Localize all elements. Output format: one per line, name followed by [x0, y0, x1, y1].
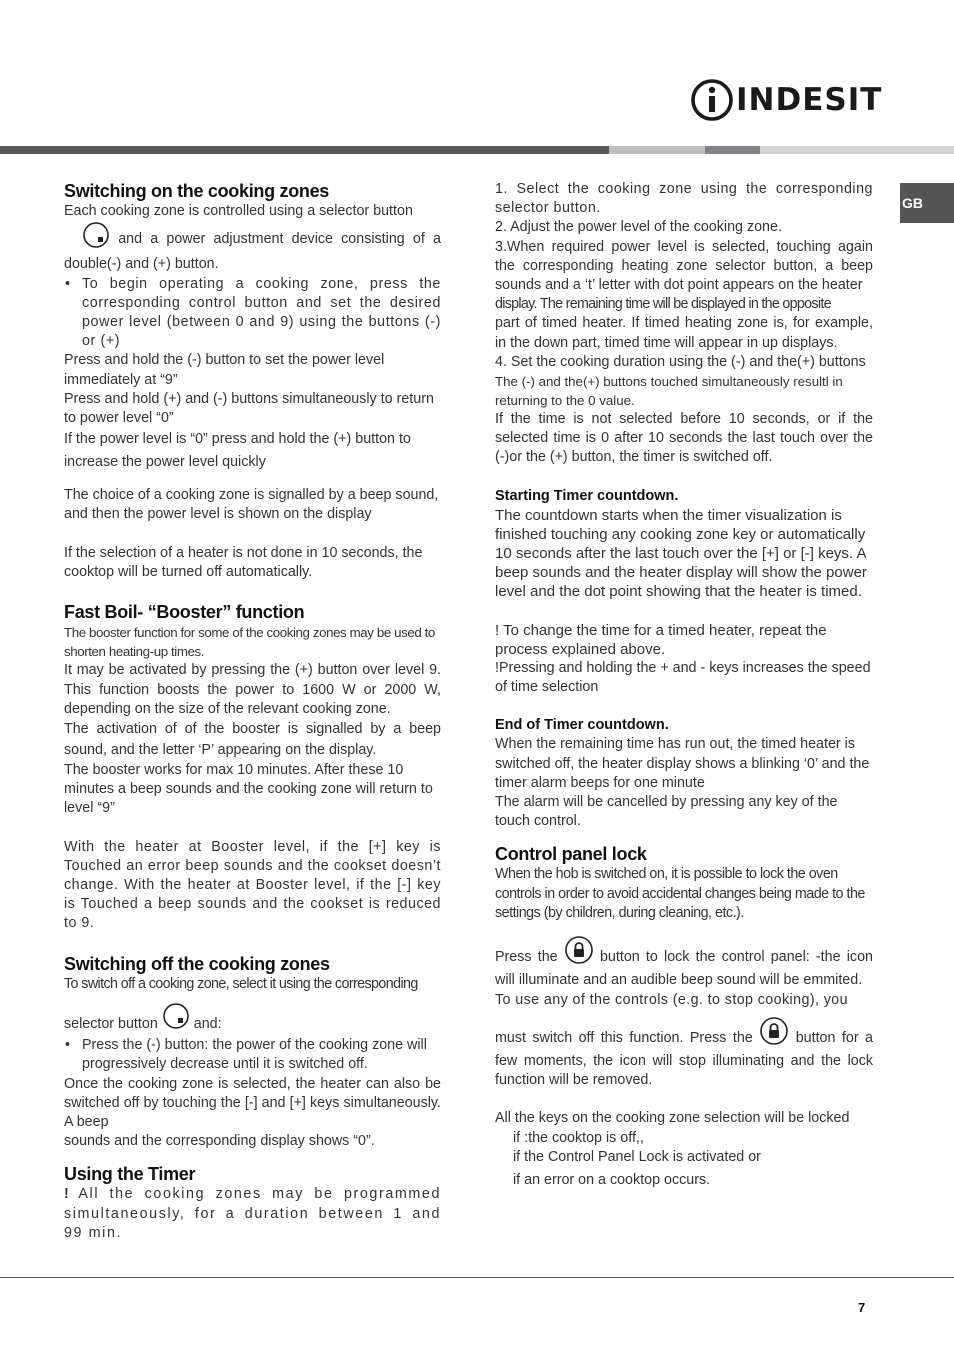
paragraph-part: selector button	[64, 1015, 158, 1032]
paragraph: Press and hold the (-) button to set the power level immediately at “9”	[64, 352, 385, 388]
intro-text-a: Each cooking zone is controlled using a selector button	[64, 203, 413, 219]
lock-icon	[564, 935, 594, 971]
step-3-cont: display. The remaining time will be displayed in the opposite	[495, 296, 831, 313]
paragraph: It may be activated by pressing the (+) button over level 9. This function boosts the power to 1600 W or 2000 W, depending on the size of the relevant cooking zone.	[64, 662, 441, 717]
step-3: 3.When required power level is selected, touching again the corresponding heating zone selector button, a beep sounds and a ‘t’ letter with dot point appears on the heater	[495, 238, 873, 294]
selector-button-icon	[82, 221, 110, 255]
paragraph: All the keys on the cooking zone selection will be locked	[495, 1110, 850, 1127]
warning-mark: !	[64, 1186, 69, 1203]
header-bar-light	[609, 146, 705, 154]
right-column	[495, 180, 873, 1190]
paragraph	[64, 1185, 441, 1243]
switch-off-list	[64, 1036, 441, 1074]
intro-text-b: and a power adjustment device consisting of a double(-) and (+) button.	[64, 231, 441, 273]
paragraph	[495, 1016, 873, 1091]
condition-item: if an error on a cooktop occurs.	[513, 1171, 711, 1188]
language-tab: GB	[900, 183, 954, 223]
paragraph-part: must switch off this function. Press the	[495, 1029, 753, 1046]
paragraph: When the hob is switched on, it is possible to lock the oven controls in order to avoid accidental changes being made to the settings (by children, during cleaning, etc.).	[495, 866, 865, 921]
section-title-panel-lock: Control panel lock	[495, 844, 647, 865]
header-bar-mid	[705, 146, 760, 154]
left-column	[64, 180, 441, 1243]
section-title-timer: Using the Timer	[64, 1164, 196, 1185]
paragraph: To switch off a cooking zone, select it using the corresponding	[64, 975, 418, 992]
paragraph: !Pressing and holding the + and - keys increases the speed of time selection	[495, 660, 871, 696]
paragraph: With the heater at Booster level, if the [+] key is Touched an error beep sounds and the cookset doesn’t change. With the heater at Booster level, if the [-] key is Touched a beep sounds and the cookset is reduced to 9.	[64, 838, 441, 932]
section-title-starting-timer: Starting Timer countdown.	[495, 487, 679, 504]
paragraph: If the power level is “0” press and hold the (+) button to increase the power level quickly	[64, 431, 411, 471]
selector-button-icon	[162, 1002, 190, 1036]
list-item: • Press the (-) button: the power of the cooking zone will progressively decrease until it is switched off.	[64, 1036, 441, 1074]
paragraph: Once the cooking zone is selected, the heater can also be switched off by touching the [-] and [+] keys simultaneously. A beep	[64, 1075, 441, 1130]
paragraph: To use any of the controls (e.g. to stop cooking), you	[495, 991, 848, 1008]
paragraph: level and the dot point showing that the heater is timed.	[495, 583, 862, 601]
paragraph: The choice of a cooking zone is signalled by a beep sound, and then the power level is shown on the display	[64, 487, 439, 523]
paragraph: When the remaining time has run out, the timed heater is switched off, the heater display shows a blinking ‘0’ and the timer alarm beeps for one minute	[495, 736, 870, 791]
header-bar-pale	[760, 146, 954, 154]
step-1: 1. Select the cooking zone using the corresponding selector button.	[495, 181, 873, 217]
intro-text	[64, 202, 441, 275]
paragraph: The alarm will be cancelled by pressing any key of the touch control.	[495, 794, 838, 830]
note: The (-) and the(+) buttons touched simultaneously resultl in returning to the 0 value.	[495, 374, 843, 409]
brand-logo	[690, 78, 882, 122]
paragraph	[64, 1002, 441, 1036]
condition-item: if :the cooktop is off,,	[513, 1129, 644, 1146]
paragraph: The activation of of the booster is signalled by a beep sound, and the letter ‘P’ appearing on the display.	[64, 721, 441, 759]
step-4: 4. Set the cooking duration using the (-) and the(+) buttons	[495, 353, 866, 370]
paragraph-part: button to lock the control panel: -the icon will illuminate and an audible beep sound will be emmited.	[495, 949, 873, 989]
page-number: 7	[858, 1300, 866, 1315]
paragraph-part: All the cooking zones may be programmed simultaneously, for a duration between 1 and 99 min.	[64, 1186, 441, 1241]
paragraph: If the time is not selected before 10 seconds, or if the selected time is 0 after 10 seconds the last touch over the (-)or the (+) button, the timer is switched off.	[495, 411, 873, 466]
lock-icon	[759, 1016, 789, 1052]
footer-divider	[0, 1277, 954, 1278]
paragraph: Press and hold (+) and (-) buttons simultaneously to return to power level “0”	[64, 390, 434, 427]
paragraph: The booster works for max 10 minutes. After these 10 minutes a beep sounds and the cooking zone will return to level “9”	[64, 762, 433, 817]
paragraph	[495, 935, 873, 990]
paragraph: If the selection of a heater is not done in 10 seconds, the cooktop will be turned off automatically.	[64, 544, 423, 580]
section-title-end-timer: End of Timer countdown.	[495, 717, 669, 734]
section-title-booster: Fast Boil- “Booster” function	[64, 602, 305, 623]
section-title-switching-off: Switching off the cooking zones	[64, 953, 330, 974]
switch-on-list	[64, 275, 441, 352]
paragraph-part: button for a few moments, the icon will stop illuminating and the lock function will be removed.	[495, 1029, 873, 1089]
brand-name: INDESIT	[736, 82, 883, 118]
section-title-switching-on: Switching on the cooking zones	[64, 181, 330, 201]
step-3-end: part of timed heater. If timed heating zone is, for example, in the down part, timed time will appear in up displays.	[495, 315, 873, 351]
paragraph-part: Press the	[495, 949, 558, 966]
paragraph: The booster function for some of the cooking zones may be used to shorten heating-up times.	[64, 625, 435, 660]
step-2: 2. Adjust the power level of the cooking zone.	[495, 219, 782, 236]
indesit-logo-icon	[690, 78, 734, 122]
paragraph: ! To change the time for a timed heater, repeat the process explained above.	[495, 621, 827, 658]
header-bar-dark	[0, 146, 609, 154]
paragraph: sounds and the corresponding display shows “0”.	[64, 1133, 375, 1150]
list-item: • To begin operating a cooking zone, press the corresponding control button and set the desired power level (between 0 and 9) using the buttons (-) or (+)	[64, 275, 441, 352]
condition-item: if the Control Panel Lock is activated or	[513, 1148, 761, 1165]
paragraph: The countdown starts when the timer visualization is finished touching any cooking zone key or automatically 10 seconds after the last touch over the [+] or [-] keys. A beep sounds and the heater display will show the power	[495, 506, 867, 582]
paragraph-part: and:	[189, 1015, 222, 1032]
